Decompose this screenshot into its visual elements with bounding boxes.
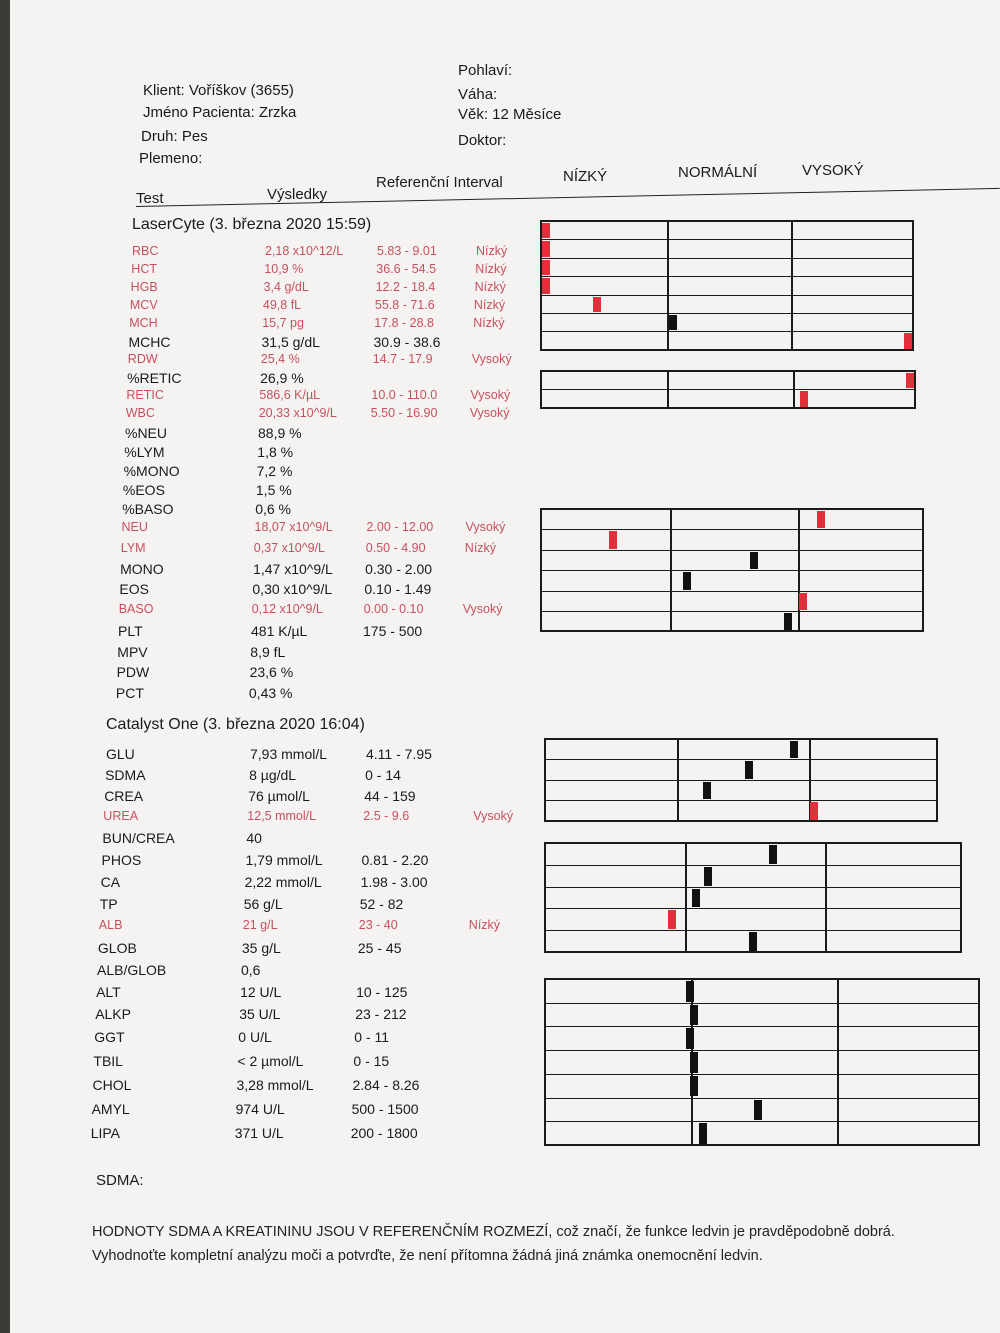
range-grid-row-line <box>542 313 912 314</box>
row-test-name: BASO <box>118 602 154 616</box>
row-result-value: 76 µmol/L <box>248 788 310 804</box>
doctor-label: Doktor: <box>458 132 507 149</box>
row-reference-range: 1.98 - 3.00 <box>360 874 428 890</box>
section-title-catalyst: Catalyst One (3. března 2020 16:04) <box>106 716 365 733</box>
row-reference-range: 25 - 45 <box>357 940 402 956</box>
range-grid <box>540 220 914 351</box>
row-reference-range: 36.6 - 54.5 <box>376 262 437 276</box>
age-label: Věk: 12 Měsíce <box>458 106 562 123</box>
column-reference: Referenční Interval <box>376 174 503 191</box>
row-result-value: 2,18 x10^12/L <box>265 244 344 258</box>
range-marker-hgb <box>542 260 550 275</box>
range-grid-row-line <box>542 550 922 551</box>
row-test-name: UREA <box>103 809 139 823</box>
range-grid-row-line <box>546 930 960 931</box>
range-marker-glu <box>790 741 798 758</box>
row-result-value: < 2 µmol/L <box>237 1053 304 1069</box>
note-label: SDMA: <box>96 1172 144 1189</box>
row-result-value: 0,12 x10^9/L <box>251 602 323 616</box>
row-result-value: 586,6 K/µL <box>259 388 321 402</box>
row-test-name: GGT <box>94 1029 125 1045</box>
row-test-name: RBC <box>132 244 159 258</box>
row-result-value: 18,07 x10^9/L <box>254 520 333 534</box>
range-marker-ca <box>704 867 712 886</box>
row-reference-range: 4.11 - 7.95 <box>366 746 432 762</box>
range-grid-row-line <box>546 1003 978 1004</box>
row-test-name: CHOL <box>92 1077 132 1093</box>
range-marker-lipa <box>699 1123 707 1144</box>
row-test-name: GLU <box>106 746 135 762</box>
row-test-name: CA <box>100 874 121 890</box>
row-test-name: PHOS <box>101 852 142 868</box>
column-normal: NORMÁLNÍ <box>678 164 758 181</box>
range-grid-row-line <box>546 908 960 909</box>
row-test-name: %MONO <box>123 463 180 479</box>
species-label: Druh: Pes <box>141 128 208 145</box>
range-grid-divider <box>791 222 793 349</box>
row-reference-range: 200 - 1800 <box>350 1125 418 1141</box>
range-marker-neu <box>817 511 825 528</box>
range-grid-row-line <box>546 800 936 801</box>
range-marker-alkp <box>690 1005 698 1026</box>
range-marker-mch <box>593 297 601 312</box>
row-flag: Nízký <box>473 316 505 330</box>
row-reference-range: 0 - 15 <box>353 1053 390 1069</box>
range-grid <box>544 738 938 822</box>
row-test-name: TBIL <box>93 1053 123 1069</box>
row-test-name: %EOS <box>122 482 165 498</box>
sex-label: Pohlaví: <box>458 62 513 79</box>
row-test-name: PLT <box>118 623 143 639</box>
row-test-name: PCT <box>115 685 144 701</box>
row-reference-range: 0 - 14 <box>365 767 401 783</box>
range-marker-retic <box>906 373 914 388</box>
range-grid-row-line <box>542 529 922 530</box>
row-test-name: TP <box>99 896 118 912</box>
row-test-name: LIPA <box>90 1125 120 1141</box>
range-grid-row-line <box>546 1026 978 1027</box>
range-marker-mchc <box>669 315 677 330</box>
row-result-value: 8,9 fL <box>250 644 286 660</box>
row-test-name: PDW <box>116 664 150 680</box>
row-reference-range: 55.8 - 71.6 <box>374 298 435 312</box>
row-reference-range: 2.84 - 8.26 <box>352 1077 420 1093</box>
row-result-value: 481 K/µL <box>251 623 308 639</box>
note-text: HODNOTY SDMA A KREATININU JSOU V REFERENČNÍM ROZMEZÍ, což značí, že funkce ledvin je pravděpodobně dobrá. Vyhodnoťte kompletní analýzu moči a potvrďte, že není přítomna žádná jiná známka onemocnění ledvin. <box>92 1224 895 1264</box>
row-result-value: 7,93 mmol/L <box>250 746 328 762</box>
range-grid-divider <box>825 844 827 951</box>
row-result-value: 0,30 x10^9/L <box>252 581 333 597</box>
row-reference-range: 2.00 - 12.00 <box>366 520 434 534</box>
row-result-value: 1,79 mmol/L <box>245 852 323 868</box>
row-flag: Vysoký <box>471 352 512 366</box>
row-reference-range: 0.50 - 4.90 <box>365 541 426 555</box>
row-result-value: 2,22 mmol/L <box>244 874 322 890</box>
range-marker-sdma <box>745 761 753 778</box>
range-grid-row-line <box>542 295 912 296</box>
row-test-name: MCV <box>129 298 158 312</box>
row-result-value: 26,9 % <box>260 370 304 386</box>
range-grid <box>540 370 916 409</box>
row-reference-range: 175 - 500 <box>363 623 423 639</box>
range-grid-row-line <box>542 276 912 277</box>
range-marker-rdw <box>904 333 912 348</box>
range-marker-eos <box>683 572 691 589</box>
row-test-name: RDW <box>127 352 158 366</box>
row-test-name: BUN/CREA <box>102 830 175 846</box>
row-result-value: 15,7 pg <box>262 316 304 330</box>
row-result-value: 23,6 % <box>249 664 294 680</box>
row-result-value: 0,6 <box>241 962 261 978</box>
row-reference-range: 0 - 11 <box>354 1029 390 1045</box>
range-grid-row-line <box>546 780 936 781</box>
row-test-name: MPV <box>117 644 148 660</box>
row-test-name: MCHC <box>128 334 171 350</box>
row-result-value: 0,37 x10^9/L <box>253 541 325 555</box>
row-reference-range: 500 - 1500 <box>351 1101 419 1117</box>
row-result-value: 20,33 x10^9/L <box>258 406 337 420</box>
row-result-value: 49,8 fL <box>262 298 302 312</box>
row-reference-range: 12.2 - 18.4 <box>375 280 436 294</box>
row-flag: Nízký <box>474 280 506 294</box>
row-test-name: %RETIC <box>127 370 182 386</box>
column-test: Test <box>136 190 164 207</box>
range-marker-glob <box>749 932 757 951</box>
row-reference-range: 5.83 - 9.01 <box>377 244 437 258</box>
row-reference-range: 0.10 - 1.49 <box>364 581 432 597</box>
row-test-name: ALKP <box>95 1006 131 1022</box>
row-reference-range: 0.00 - 0.10 <box>363 602 424 616</box>
range-marker-tbil <box>690 1052 698 1073</box>
range-marker-mono <box>750 552 758 569</box>
range-marker-plt <box>784 613 792 630</box>
range-marker-hct <box>542 241 550 256</box>
header-rule <box>136 188 1000 207</box>
range-grid-row-line <box>546 1121 978 1122</box>
row-result-value: 35 g/L <box>241 940 281 956</box>
range-marker-amyl <box>754 1100 762 1121</box>
row-result-value: 12 U/L <box>240 984 282 1000</box>
range-marker-lym <box>609 531 617 548</box>
row-reference-range: 14.7 - 17.9 <box>372 352 433 366</box>
row-test-name: %NEU <box>125 425 168 441</box>
range-marker-phos <box>769 845 777 864</box>
column-results: Výsledky <box>267 186 328 203</box>
row-result-value: 35 U/L <box>239 1006 281 1022</box>
range-grid-row-line <box>542 570 922 571</box>
column-high: VYSOKÝ <box>802 162 864 179</box>
row-test-name: NEU <box>121 520 148 534</box>
row-flag: Vysoký <box>469 406 510 420</box>
row-result-value: 7,2 % <box>256 463 293 479</box>
row-result-value: 56 g/L <box>243 896 283 912</box>
row-flag: Nízký <box>473 298 506 312</box>
range-grid <box>544 842 962 953</box>
breed-label: Plemeno: <box>139 150 203 167</box>
row-test-name: %BASO <box>122 501 174 517</box>
range-grid-row-line <box>542 389 914 390</box>
range-marker-wbc <box>800 391 808 406</box>
row-reference-range: 0.81 - 2.20 <box>361 852 429 868</box>
row-result-value: 974 U/L <box>235 1101 285 1117</box>
row-test-name: GLOB <box>97 940 137 956</box>
row-test-name: HCT <box>131 262 157 276</box>
range-grid-row-line <box>542 591 922 592</box>
row-result-value: 0,43 % <box>248 685 293 701</box>
row-test-name: EOS <box>119 581 149 597</box>
row-reference-range: 17.8 - 28.8 <box>374 316 434 330</box>
row-result-value: 1,8 % <box>257 444 294 460</box>
row-reference-range: 23 - 40 <box>358 918 398 932</box>
range-grid-row-line <box>546 865 960 866</box>
row-reference-range: 23 - 212 <box>355 1006 407 1022</box>
range-marker-rbc <box>542 223 550 238</box>
row-reference-range: 10.0 - 110.0 <box>371 388 438 402</box>
row-reference-range: 52 - 82 <box>359 896 404 912</box>
row-result-value: 8 µg/dL <box>249 767 297 783</box>
range-grid-row-line <box>542 331 912 332</box>
range-marker-baso <box>799 593 807 610</box>
range-marker-crea <box>703 782 711 799</box>
row-result-value: 10,9 % <box>264 262 304 276</box>
row-flag: Vysoký <box>462 602 503 616</box>
row-result-value: 40 <box>246 830 262 846</box>
range-marker-urea <box>810 802 818 819</box>
client-label: Klient: Voříškov (3655) <box>143 82 294 99</box>
range-grid-divider <box>837 980 839 1144</box>
column-low: NÍZKÝ <box>563 168 608 185</box>
row-reference-range: 2.5 - 9.6 <box>363 809 410 823</box>
row-result-value: 3,4 g/dL <box>263 280 309 294</box>
range-marker-alb <box>668 910 676 929</box>
range-marker-tp <box>692 889 700 908</box>
range-grid-row-line <box>546 1050 978 1051</box>
row-flag: Nízký <box>475 262 507 276</box>
row-reference-range: 10 - 125 <box>356 984 408 1000</box>
row-result-value: 0,6 % <box>255 501 291 517</box>
row-result-value: 3,28 mmol/L <box>236 1077 314 1093</box>
row-test-name: AMYL <box>91 1101 130 1117</box>
row-result-value: 12,5 mmol/L <box>247 809 317 823</box>
range-grid-row-line <box>546 1098 978 1099</box>
row-result-value: 371 U/L <box>234 1125 284 1141</box>
patient-name-label: Jméno Pacienta: Zrzka <box>143 104 297 121</box>
row-result-value: 31,5 g/dL <box>261 334 320 350</box>
row-result-value: 0 U/L <box>238 1029 272 1045</box>
row-result-value: 88,9 % <box>258 425 302 441</box>
range-marker-mcv <box>542 278 550 293</box>
range-marker-alt <box>686 981 694 1002</box>
range-grid-divider <box>685 844 687 951</box>
row-flag: Vysoký <box>473 809 514 823</box>
range-grid-row-line <box>542 258 912 259</box>
row-flag: Vysoký <box>470 388 511 402</box>
range-grid <box>540 508 924 632</box>
row-reference-range: 5.50 - 16.90 <box>370 406 438 420</box>
weight-label: Váha: <box>458 86 498 103</box>
range-grid-row-line <box>546 759 936 760</box>
row-test-name: HGB <box>130 280 158 294</box>
row-reference-range: 0.30 - 2.00 <box>365 561 433 577</box>
row-test-name: ALB <box>98 918 123 932</box>
row-flag: Nízký <box>476 244 508 258</box>
row-test-name: MCH <box>129 316 158 330</box>
range-grid-row-line <box>542 611 922 612</box>
range-grid-row-line <box>546 887 960 888</box>
row-test-name: %LYM <box>124 444 165 460</box>
range-grid-row-line <box>542 239 912 240</box>
row-reference-range: 44 - 159 <box>364 788 416 804</box>
lab-report-sheet <box>10 0 1000 1333</box>
range-grid-row-line <box>546 1074 978 1075</box>
row-test-name: CREA <box>104 788 144 804</box>
row-result-value: 1,47 x10^9/L <box>253 561 333 577</box>
row-test-name: MONO <box>120 561 164 577</box>
range-marker-ggt <box>686 1028 694 1049</box>
row-result-value: 1,5 % <box>255 482 292 498</box>
row-test-name: SDMA <box>105 767 146 783</box>
section-title-lasercyte: LaserCyte (3. března 2020 15:59) <box>132 216 372 233</box>
row-result-value: 25,4 % <box>260 352 300 366</box>
row-result-value: 21 g/L <box>242 918 278 932</box>
row-flag: Nízký <box>468 918 501 932</box>
row-test-name: ALB/GLOB <box>97 962 167 978</box>
row-flag: Vysoký <box>465 520 506 534</box>
range-grid <box>544 978 980 1146</box>
row-test-name: RETIC <box>126 388 164 402</box>
row-flag: Nízký <box>464 541 497 555</box>
row-test-name: WBC <box>125 406 155 420</box>
row-test-name: LYM <box>120 541 146 555</box>
range-marker-chol <box>690 1076 698 1097</box>
row-test-name: ALT <box>96 984 121 1000</box>
row-reference-range: 30.9 - 38.6 <box>373 334 441 350</box>
